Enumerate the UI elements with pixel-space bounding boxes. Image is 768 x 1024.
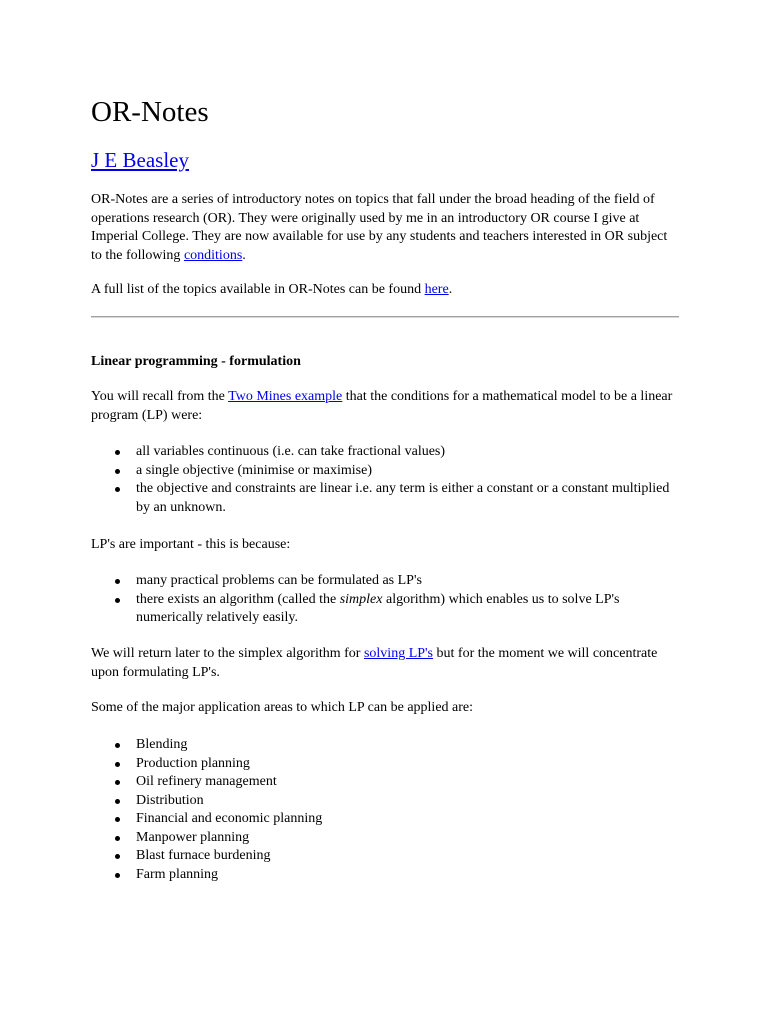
list-item: Manpower planning (91, 829, 681, 848)
intro-paragraph (91, 191, 681, 265)
topics-paragraph (91, 281, 681, 300)
author-link[interactable]: J E Beasley (91, 148, 189, 172)
return-text-end: but for the moment we will concentrate upon formulating LP's. (91, 646, 658, 680)
list-item (91, 591, 681, 628)
section-heading: Linear programming - formulation (91, 354, 301, 369)
conditions-link[interactable]: conditions (183, 247, 243, 263)
recall-text-end: that the conditions for a mathematical model to be a linear program (LP) were: (91, 389, 673, 423)
intro-text-end: . (242, 247, 246, 263)
list-item: Blending (91, 736, 681, 755)
author-heading (91, 146, 189, 174)
simplex-emphasis: simplex (339, 591, 383, 607)
topics-text-end: . (448, 282, 453, 297)
list-item: Distribution (91, 792, 681, 811)
list-item: a single objective (minimise or maximise) (91, 462, 681, 481)
recall-paragraph (91, 388, 681, 425)
horizontal-rule (91, 316, 679, 318)
list-item: many practical problems can be formulated as LP's (91, 572, 681, 591)
two-mines-link[interactable]: Two Mines example (228, 389, 343, 404)
simplex-text-after: algorithm) which enables us to solve LP's numerically relatively easily. (136, 591, 620, 625)
applications-list (91, 736, 681, 884)
list-item: Oil refinery management (91, 773, 681, 792)
list-item: Blast furnace burdening (91, 847, 681, 866)
topics-text: A full list of the topics available in OR-Notes can be found (91, 282, 425, 297)
return-paragraph (91, 645, 681, 682)
intro-text: OR-Notes are a series of introductory notes on topics that fall under the broad heading of the field of operations research (OR). They were originally used by me in an introductory OR course I give at Imperial College. They are now available for use by any students and teachers interested in OR subject to the following (91, 192, 668, 263)
list-item: Farm planning (91, 866, 681, 885)
applications-intro: Some of the major application areas to which LP can be applied are: (91, 700, 474, 715)
page-title: OR-Notes (91, 96, 209, 128)
list-item: Financial and economic planning (91, 810, 681, 829)
solving-lps-link[interactable]: solving LP's (363, 646, 434, 661)
conditions-list (91, 443, 681, 517)
recall-text: You will recall from the (91, 389, 229, 404)
list-item: Production planning (91, 755, 681, 774)
importance-intro: LP's are important - this is because: (91, 537, 291, 552)
list-item: the objective and constraints are linear i.e. any term is either a constant or a constant multiplied by an unknown. (91, 480, 681, 517)
simplex-text-before: there exists an algorithm (called the (136, 591, 340, 607)
importance-list (91, 572, 681, 628)
here-link[interactable]: here (424, 282, 449, 297)
return-text: We will return later to the simplex algorithm for (91, 646, 364, 661)
list-item: all variables continuous (i.e. can take fractional values) (91, 443, 681, 462)
